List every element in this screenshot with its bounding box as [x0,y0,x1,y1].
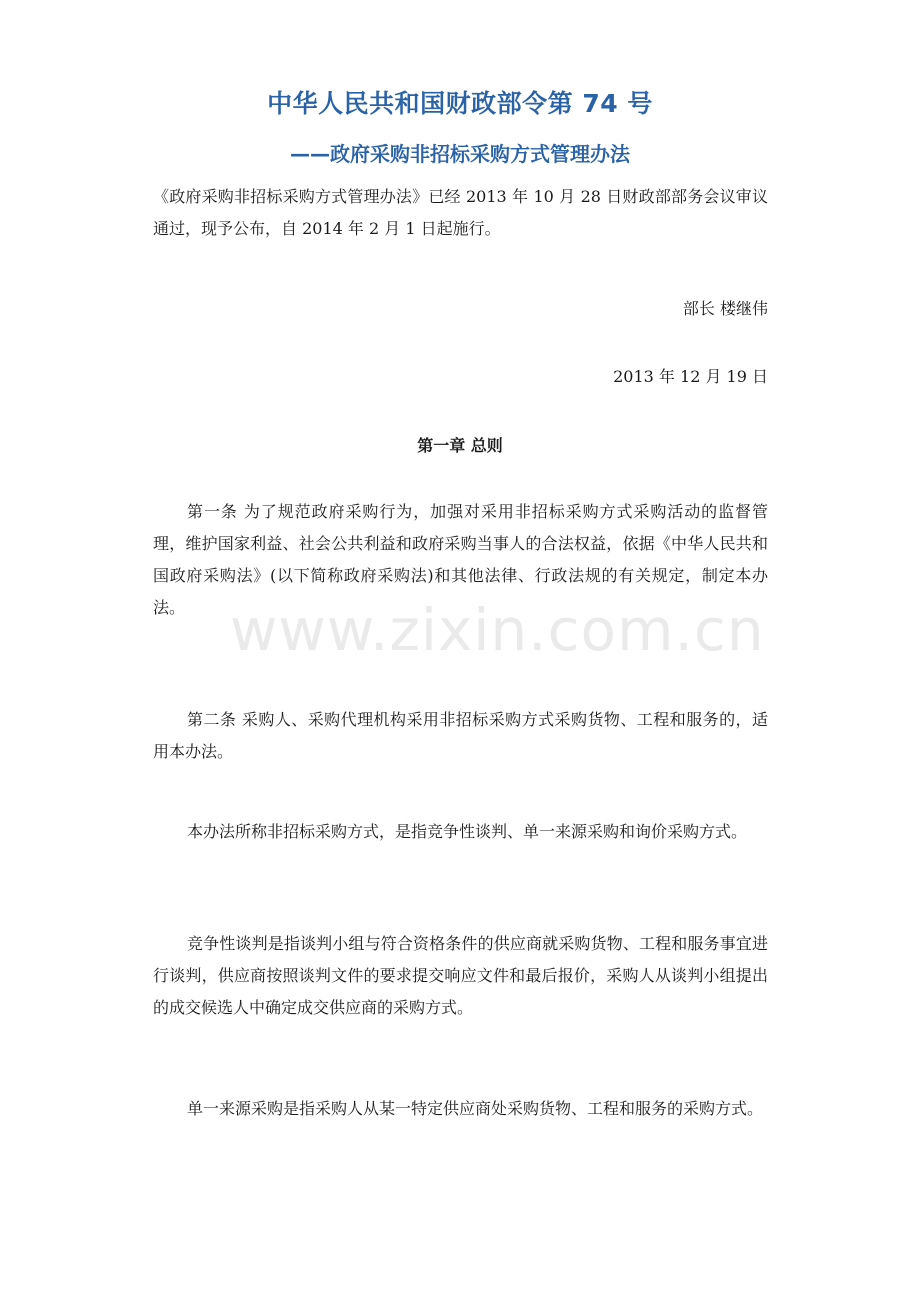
competitive-negotiation-paragraph: 竞争性谈判是指谈判小组与符合资格条件的供应商就采购货物、工程和服务事宜进行谈判，供应商按照谈判文件的要求提交响应文件和最后报价，采购人从谈判小组提出的成交候选人中确定成交供应商的采购方式。 [153,934,768,1017]
non-tender-definition-paragraph: 本办法所称非招标采购方式，是指竞争性谈判、单一来源采购和询价采购方式。 [187,822,748,841]
article-2-paragraph: 第二条 采购人、采购代理机构采用非招标采购方式采购货物、工程和服务的，适用本办法。 [153,710,768,761]
chapter-heading: 第一章 总则 [417,436,503,455]
signing-date: 2013 年 12 月 19 日 [613,367,768,386]
watermark: www.zixin.com.cn [230,596,765,664]
single-source-paragraph: 单一来源采购是指采购人从某一特定供应商处采购货物、工程和服务的采购方式。 [187,1099,764,1118]
signature: 部长 楼继伟 [682,299,768,318]
document-subtitle: ——政府采购非招标采购方式管理办法 [290,142,630,166]
document-title: 中华人民共和国财政部令第 74 号 [267,89,653,118]
intro-paragraph: 《政府采购非招标采购方式管理办法》已经 2013 年 10 月 28 日财政部部务会议审议通过，现予公布，自 2014 年 2 月 1 日起施行。 [153,187,768,238]
article-1-paragraph: 第一条 为了规范政府采购行为，加强对采用非招标采购方式采购活动的监督管理，维护国家利益、社会公共利益和政府采购当事人的合法权益，依据《中华人民共和国政府采购法》(以下简称政府采购法)和其他法律、行政法规的有关规定，制定本办法。 [153,502,768,617]
